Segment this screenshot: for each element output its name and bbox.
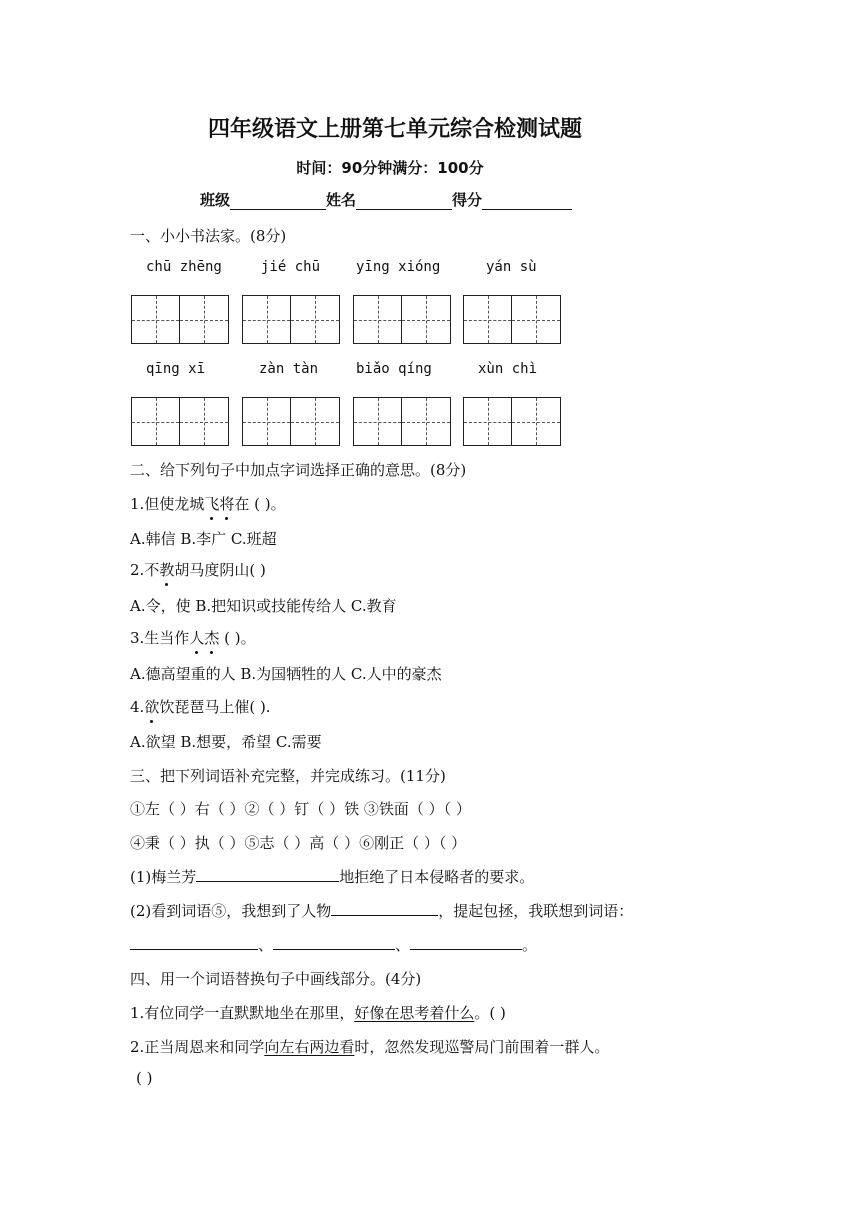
grid-cell[interactable]: [291, 295, 340, 344]
answer-blank[interactable]: [410, 935, 522, 950]
question-text: 饮琵琶马上催( ).: [159, 698, 271, 716]
section3-words-line-1: ①左（ ）右（ ）②（ ）钉（ ）铁 ③铁面（ ）（ ）: [130, 800, 471, 818]
question-text: 在 ( )。: [234, 495, 286, 513]
pinyin-1: chū zhēng: [146, 259, 222, 275]
question-text: 1.有位同学一直默默地坐在那里，: [130, 1004, 355, 1022]
dotted-char: 飞: [204, 495, 220, 513]
grid-cell[interactable]: [402, 295, 451, 344]
question-text: 时，忽然发现巡警局门前围着一群人。: [354, 1038, 610, 1056]
name-blank: [356, 193, 452, 210]
dotted-char: 杰: [204, 629, 220, 647]
question-text: 3.生当作: [130, 629, 190, 647]
pinyin-6: zàn tàn: [259, 361, 319, 377]
pinyin-2: jié chū: [261, 259, 321, 275]
page-subtitle: 时间：90分钟满分：100分: [296, 159, 484, 177]
writing-grid-1[interactable]: [131, 295, 229, 344]
question-text: 。( ): [474, 1004, 506, 1022]
section2-question-3: [130, 627, 256, 648]
answer-blank[interactable]: [130, 935, 258, 950]
question-text: (2)看到词语⑤，我想到了人物: [130, 902, 332, 920]
writing-grid-2[interactable]: [242, 295, 340, 344]
grid-cell[interactable]: [402, 397, 451, 446]
section2-question-2: [130, 559, 266, 580]
grid-cell[interactable]: [353, 397, 402, 446]
underlined-phrase: 向左右两边看: [264, 1038, 355, 1056]
pinyin-3: yīng xióng: [356, 259, 441, 275]
pinyin-5: qīng xī: [146, 361, 206, 377]
question-text: 4.: [130, 698, 145, 716]
question-text: ，提起包拯，我联想到词语：: [438, 902, 634, 920]
answer-blank[interactable]: [196, 867, 339, 882]
name-label: 姓名: [326, 191, 357, 209]
grid-cell[interactable]: [463, 295, 512, 344]
section2-options-3: A.德高望重的人 B.为国牺牲的人 C.人中的豪杰: [130, 665, 442, 683]
question-text: 2.正当周恩来和同学: [130, 1038, 265, 1056]
writing-grid-5[interactable]: [131, 397, 229, 446]
separator: 、: [258, 936, 274, 954]
question-text: 2.不: [130, 561, 160, 579]
section4-question-2-answer[interactable]: ( ): [136, 1069, 153, 1087]
grid-cell[interactable]: [131, 295, 180, 344]
dotted-char: 欲: [144, 698, 160, 716]
section3-question-2-blanks: [130, 934, 537, 955]
section2-options-4: A.欲望 B.想要，希望 C.需要: [130, 733, 322, 751]
page-title: 四年级语文上册第七单元综合检测试题: [207, 117, 582, 142]
section4-question-1: [130, 1002, 506, 1023]
dotted-char: 将: [219, 495, 235, 513]
answer-blank[interactable]: [331, 901, 438, 916]
section2-question-4: [130, 696, 271, 717]
class-blank: [230, 193, 326, 210]
section2-options-2: A.令，使 B.把知识或技能传给人 C.教育: [130, 597, 397, 615]
grid-cell[interactable]: [463, 397, 512, 446]
grid-cell[interactable]: [291, 397, 340, 446]
pinyin-4: yán sù: [486, 259, 537, 275]
separator: 。: [522, 936, 538, 954]
question-text: 地拒绝了日本侵略者的要求。: [339, 868, 535, 886]
writing-grid-4[interactable]: [463, 295, 561, 344]
section2-options-1: A.韩信 B.李广 C.班超: [130, 530, 277, 548]
grid-cell[interactable]: [242, 397, 291, 446]
writing-grid-7[interactable]: [353, 397, 451, 446]
question-text: 1.但使龙城: [130, 495, 205, 513]
class-label: 班级: [200, 191, 231, 209]
section2-heading: 二、给下列句子中加点字词选择正确的意思。(8分): [130, 461, 467, 479]
grid-cell[interactable]: [512, 397, 561, 446]
section3-heading: 三、把下列词语补充完整，并完成练习。(11分): [130, 767, 446, 785]
writing-grid-6[interactable]: [242, 397, 340, 446]
student-info-line: [200, 189, 572, 210]
underlined-phrase: 好像在思考着什么: [354, 1004, 475, 1022]
grid-cell[interactable]: [512, 295, 561, 344]
section3-question-1: [130, 866, 534, 887]
pinyin-7: biǎo qíng: [356, 361, 432, 377]
section3-question-2: [130, 900, 633, 921]
separator: 、: [395, 936, 411, 954]
section1-heading: 一、小小书法家。(8分): [130, 227, 287, 245]
question-text: 胡马度阴山( ): [174, 561, 266, 579]
section4-heading: 四、用一个词语替换句子中画线部分。(4分): [130, 970, 422, 988]
grid-cell[interactable]: [180, 295, 229, 344]
grid-cell[interactable]: [180, 397, 229, 446]
grid-cell[interactable]: [242, 295, 291, 344]
section3-words-line-2: ④秉（ ）执（ ）⑤志（ ）高（ ）⑥刚正（ ）（ ）: [130, 834, 467, 852]
question-text: ( )。: [219, 629, 256, 647]
score-blank: [482, 193, 572, 210]
section4-question-2: [130, 1036, 609, 1057]
pinyin-8: xùn chì: [478, 361, 538, 377]
dotted-char: 教: [159, 561, 175, 579]
writing-grid-3[interactable]: [353, 295, 451, 344]
dotted-char: 人: [189, 629, 205, 647]
score-label: 得分: [452, 191, 483, 209]
grid-cell[interactable]: [131, 397, 180, 446]
question-text: (1)梅兰芳: [130, 868, 197, 886]
writing-grid-8[interactable]: [463, 397, 561, 446]
section2-question-1: [130, 493, 286, 514]
answer-blank[interactable]: [273, 935, 395, 950]
grid-cell[interactable]: [353, 295, 402, 344]
